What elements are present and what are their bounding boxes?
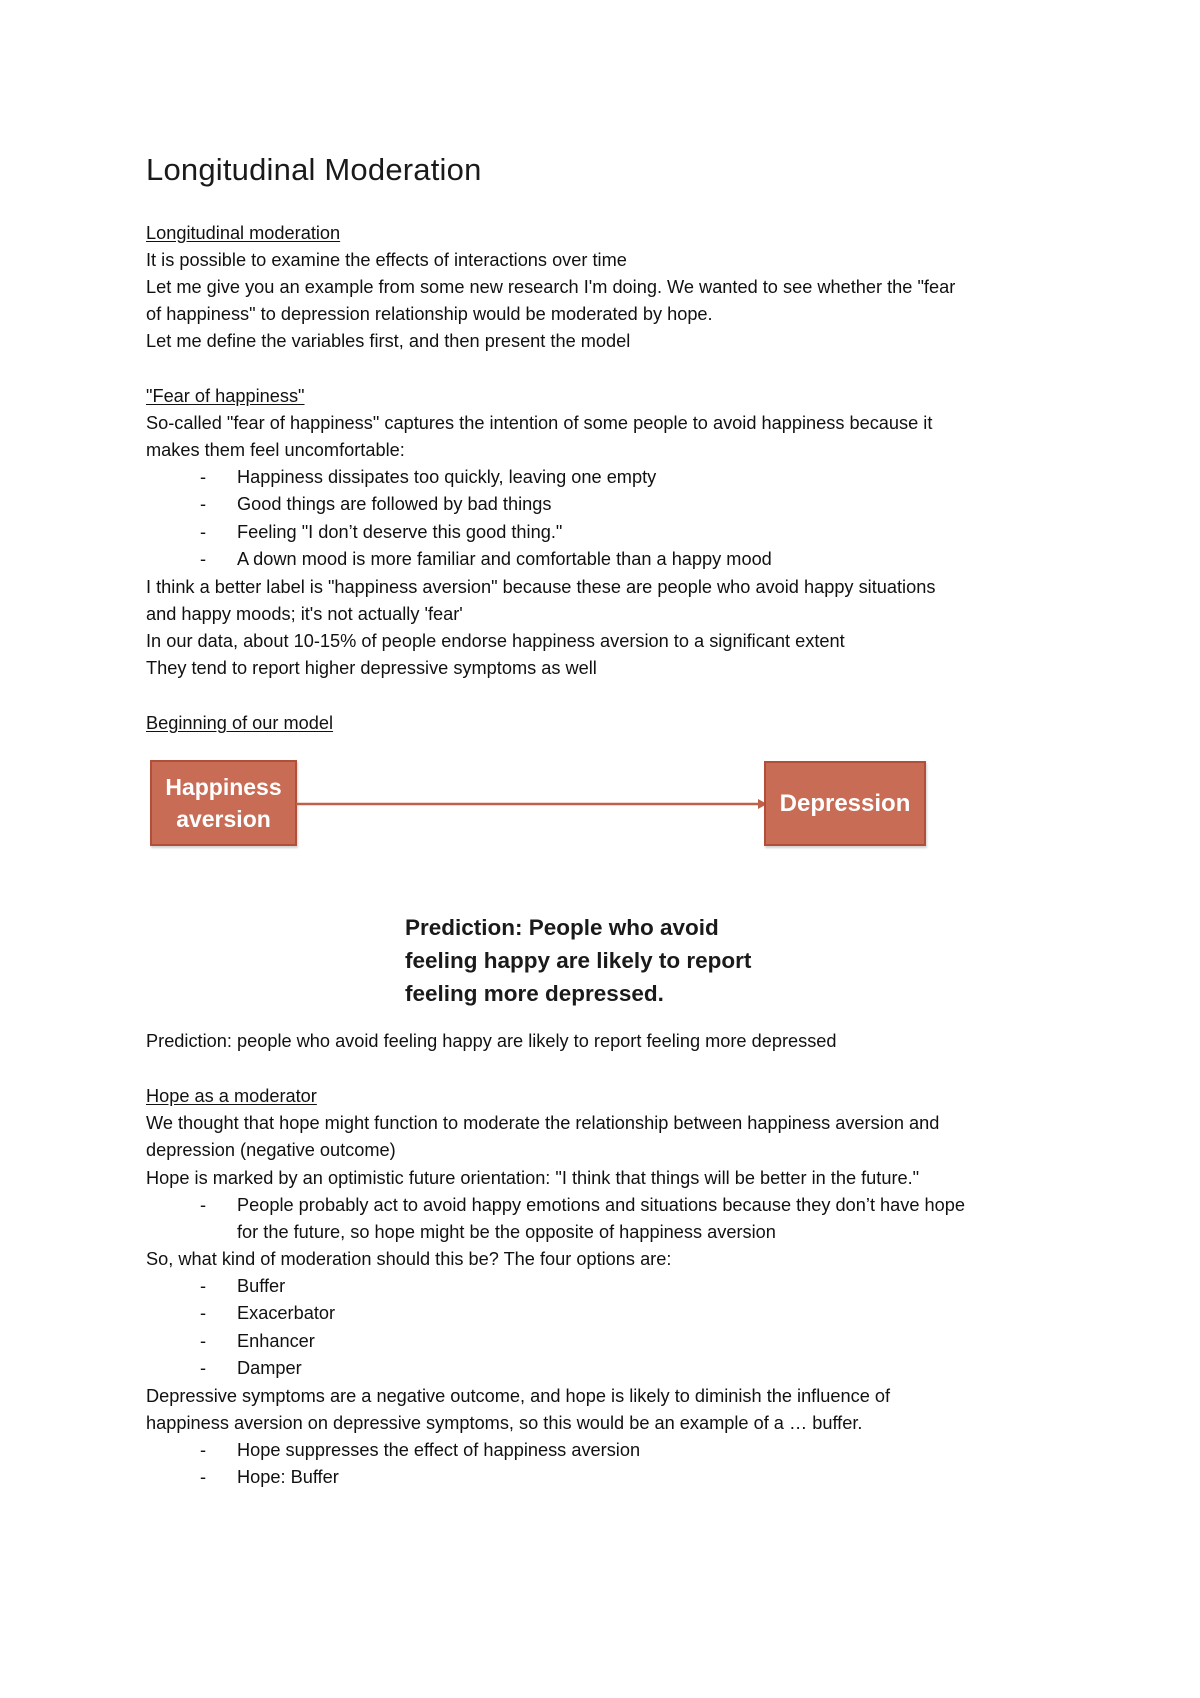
bullet-marker: - — [200, 1303, 207, 1323]
paragraph-line: and happy moods; it's not actually 'fear' — [146, 604, 463, 624]
paragraph-line: Let me give you an example from some new research I'm doing. We wanted to see whether the "fear — [146, 277, 956, 297]
bullet-marker: - — [200, 549, 207, 569]
paragraph-line: Hope is marked by an optimistic future orientation: "I think that things will be better in the future." — [146, 1168, 920, 1188]
option-buffer: Buffer — [237, 1276, 286, 1296]
depression-box — [764, 761, 926, 846]
bullet-marker: - — [200, 1440, 207, 1460]
paragraph-line: In our data, about 10-15% of people endorse happiness aversion to a significant extent — [146, 631, 845, 651]
option-enhancer: Enhancer — [237, 1331, 315, 1351]
paragraph-line: I think a better label is "happiness aversion" because these are people who avoid happy situations — [146, 577, 936, 597]
paragraph-line: of happiness" to depression relationship would be moderated by hope. — [146, 304, 713, 324]
bullet-marker: - — [200, 494, 207, 514]
bullet-item: People probably act to avoid happy emotions and situations because they don’t have hope — [237, 1195, 966, 1215]
paragraph-line: They tend to report higher depressive symptoms as well — [146, 658, 597, 678]
section-heading-fear-of-happiness: "Fear of happiness" — [146, 386, 305, 406]
prediction-text: Prediction: people who avoid feeling happy are likely to report feeling more depressed — [146, 1031, 837, 1051]
prediction-caption-line: feeling happy are likely to report — [405, 948, 752, 973]
paragraph-line: depression (negative outcome) — [146, 1140, 396, 1160]
bullet-item: Hope suppresses the effect of happiness aversion — [237, 1440, 641, 1460]
arrow-icon — [296, 794, 768, 814]
option-damper: Damper — [237, 1358, 302, 1378]
bullet-item: Hope: Buffer — [237, 1467, 339, 1487]
bullet-item: Feeling "I don’t deserve this good thing." — [237, 522, 563, 542]
page-title: Longitudinal Moderation — [146, 152, 482, 187]
section-heading-hope-as-moderator: Hope as a moderator — [146, 1086, 317, 1106]
bullet-marker: - — [200, 467, 207, 487]
prediction-caption-line: feeling more depressed. — [405, 981, 664, 1006]
bullet-item-continuation: for the future, so hope might be the opposite of happiness aversion — [237, 1222, 776, 1242]
paragraph-line: We thought that hope might function to moderate the relationship between happiness aversion and — [146, 1113, 940, 1133]
section-heading-beginning-of-model: Beginning of our model — [146, 713, 334, 733]
bullet-marker: - — [200, 1467, 207, 1487]
bullet-marker: - — [200, 1276, 207, 1296]
paragraph-line: So, what kind of moderation should this be? The four options are: — [146, 1249, 672, 1269]
paragraph-line: Let me define the variables first, and then present the model — [146, 331, 631, 351]
bullet-marker: - — [200, 522, 207, 542]
depression-label: Depression — [779, 789, 911, 817]
bullet-marker: - — [200, 1358, 207, 1378]
bullet-marker: - — [200, 1331, 207, 1351]
bullet-item: Happiness dissipates too quickly, leaving one empty — [237, 467, 657, 487]
paragraph-line: So-called "fear of happiness" captures the intention of some people to avoid happiness because it — [146, 413, 933, 433]
option-exacerbator: Exacerbator — [237, 1303, 336, 1323]
happiness-aversion-box — [150, 760, 297, 846]
bullet-item: Good things are followed by bad things — [237, 494, 552, 514]
section-heading-longitudinal-moderation: Longitudinal moderation — [146, 223, 341, 243]
bullet-marker: - — [200, 1195, 207, 1215]
bullet-item: A down mood is more familiar and comfortable than a happy mood — [237, 549, 772, 569]
paragraph-line: happiness aversion on depressive symptoms, so this would be an example of a … buffer. — [146, 1413, 863, 1433]
happiness-aversion-label-line1: Happiness — [165, 774, 282, 800]
paragraph-line: Depressive symptoms are a negative outcome, and hope is likely to diminish the influence of — [146, 1386, 891, 1406]
prediction-caption-line: Prediction: People who avoid — [405, 915, 719, 940]
paragraph-line: It is possible to examine the effects of interactions over time — [146, 250, 627, 270]
diagram-prediction-caption — [405, 911, 751, 1010]
paragraph-line: makes them feel uncomfortable: — [146, 440, 405, 460]
happiness-aversion-label-line2: aversion — [176, 806, 271, 832]
